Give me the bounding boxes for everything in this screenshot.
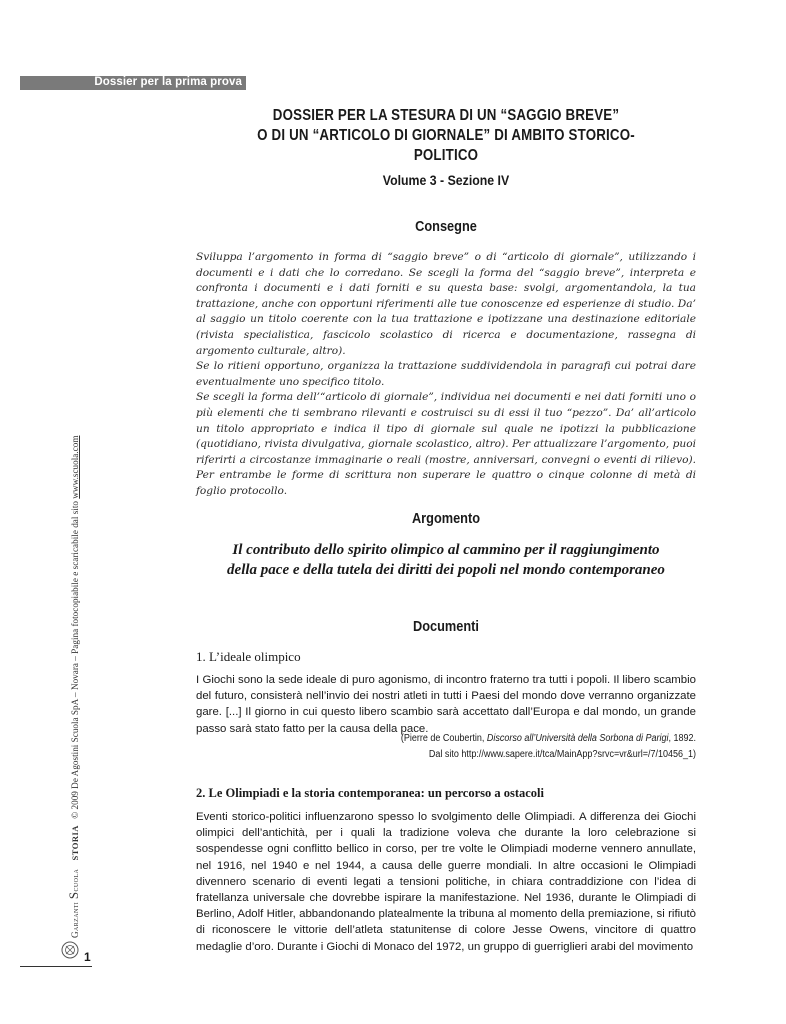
- main-title-line2: O DI UN “ARTICOLO DI GIORNALE” DI AMBITO STORICO-POLITICO: [257, 127, 635, 164]
- brand-rest: cuola: [70, 868, 80, 892]
- source-work: Discorso all’Università della Sorbona di Parigi: [486, 733, 669, 744]
- argomento-line1: Il contributo dello spirito olimpico al cammino per il raggiungimento: [232, 542, 660, 558]
- publisher-link[interactable]: www.scuola.com: [70, 435, 80, 499]
- doc1-source-url: Dal sito http://www.sapere.it/tca/MainApp?srvc=vr&url=/7/10456_1): [428, 748, 696, 760]
- doc2-title: 2. Le Olimpiadi e la storia contemporanea: un percorso a ostacoli: [196, 786, 545, 800]
- brand-initial: S: [66, 891, 81, 900]
- consegne-paragraph: Sviluppa l’argomento in forma di “saggio breve” o di “articolo di giornale”, utilizzando i documenti e i dati che lo corredano. Se scegli la forma del “saggio breve”, interpreta e confronta i documenti e i dati forniti e su questa base: svolgi, argomentandola, la tua trattazione, anche con opportuni riferimenti alle tue conoscenze ed esperienze di studio. Da’ al saggio un titolo coerente con la tua trattazione e ipotizzane una destinazione editoriale (rivista specialistica, fascicolo scolastico di ricerca e documentazione, rassegna di argomento culturale, altro).: [196, 251, 696, 357]
- documenti-heading: Documenti: [413, 619, 479, 635]
- header-divider: [20, 89, 246, 90]
- doc2-text: Eventi storico-politici influenzarono spesso lo svolgimento delle Olimpiadi. A differenza dei Giochi olimpici dell’antichità, per i quali la tradizione voleva che durante la loro celebrazione si sospendesse ogni conflitto bellico in corso, per tre volte le Olimpiadi moderne vennero annullate, nel 1916, nel 1940 e nel 1944, a causa delle guerre mondiali. In altre occasioni le Olimpiadi divennero scenario di eventi legati a tensioni politiche, in chiara contraddizione con l’idea di fratellanza universale che dovrebbe ispirare la manifestazione. Nel 1936, durante le Olimpiadi di Berlino, Adolf Hitler, abbandonando platealmente la tribuna al momento della premiazione, si rifiutò di riconoscere le vittorie dell’atleta statunitense di colore Jesse Owens, vincitore di quattro medaglie d’oro. Durante i Giochi di Monaco del 1972, un gruppo di guerriglieri arabi del movimento: [196, 811, 696, 953]
- brand-prefix: Garzanti: [70, 901, 80, 938]
- source-year: , 1892.: [668, 733, 696, 744]
- section-header-label: Dossier per la prima prova: [20, 76, 246, 89]
- doc1-title: 1. L’ideale olimpico: [196, 649, 301, 664]
- argomento-line2: della pace e della tutela dei diritti dei popoli nel mondo contemporaneo: [227, 562, 665, 578]
- consegne-heading: Consegne: [415, 219, 477, 235]
- doc1-text: I Giochi sono la sede ideale di puro agonismo, di incontro fraterno tra tutti i popoli. Il libero scambio del futuro, consisterà nell’invio dei nostri atleti in tutti i Paesi del mondo dove verranno organizzate gare. [...] Il giorno in cui questo libero scambio sarà accettato dall’Europa e dal mondo, un grande passo sarà stato fatto per la causa della pace.: [196, 674, 696, 735]
- publisher-brand: [66, 868, 81, 938]
- doc1-source: [196, 731, 696, 762]
- source-author: (Pierre de Coubertin,: [400, 733, 487, 744]
- argomento-heading: Argomento: [411, 511, 481, 527]
- subject-label: STORIA: [70, 825, 80, 861]
- page-number: 1: [84, 950, 91, 964]
- doc1-source-citation: [246, 731, 696, 747]
- copyright-text: © 2009 De Agostini Scuola SpA – Novara – Pagina fotocopiabile e scaricabile dal sito: [70, 501, 80, 819]
- argomento-text: [196, 540, 696, 580]
- consegne-body: [196, 250, 696, 500]
- main-title-line1: DOSSIER PER LA STESURA DI UN “SAGGIO BREVE”: [272, 107, 620, 124]
- volume-subtitle: Volume 3 - Sezione IV: [382, 172, 510, 188]
- footer-divider: [20, 966, 92, 967]
- title-block: [196, 106, 696, 189]
- main-title: [231, 106, 661, 166]
- consegne-paragraph: Se lo ritieni opportuno, organizza la trattazione suddividendola in paragrafi cui potrai dare eventualmente uno specifico titolo.: [196, 360, 696, 388]
- consegne-paragraph: Se scegli la forma dell’“articolo di giornale”, individua nei documenti e nei dati forniti uno o più elementi che ti sembrano rilevanti e costruisci su di essi il tuo “pezzo”. Da’ all’articolo un titolo appropriato e indica il tipo di giornale sul quale ne ipotizzi la pubblicazione (quotidiano, rivista divulgativa, giornale scolastico, altro). Per attualizzare l’argomento, puoi riferirti a circostanze immaginarie o reali (mostre, anniversari, convegni o eventi di rilievo). Per entrambe le forme di scrittura non superare le quattro o cinque colonne di metà di foglio protocollo.: [196, 391, 696, 497]
- publisher-logo-icon: [60, 940, 80, 960]
- sidebar-credit: [66, 58, 82, 938]
